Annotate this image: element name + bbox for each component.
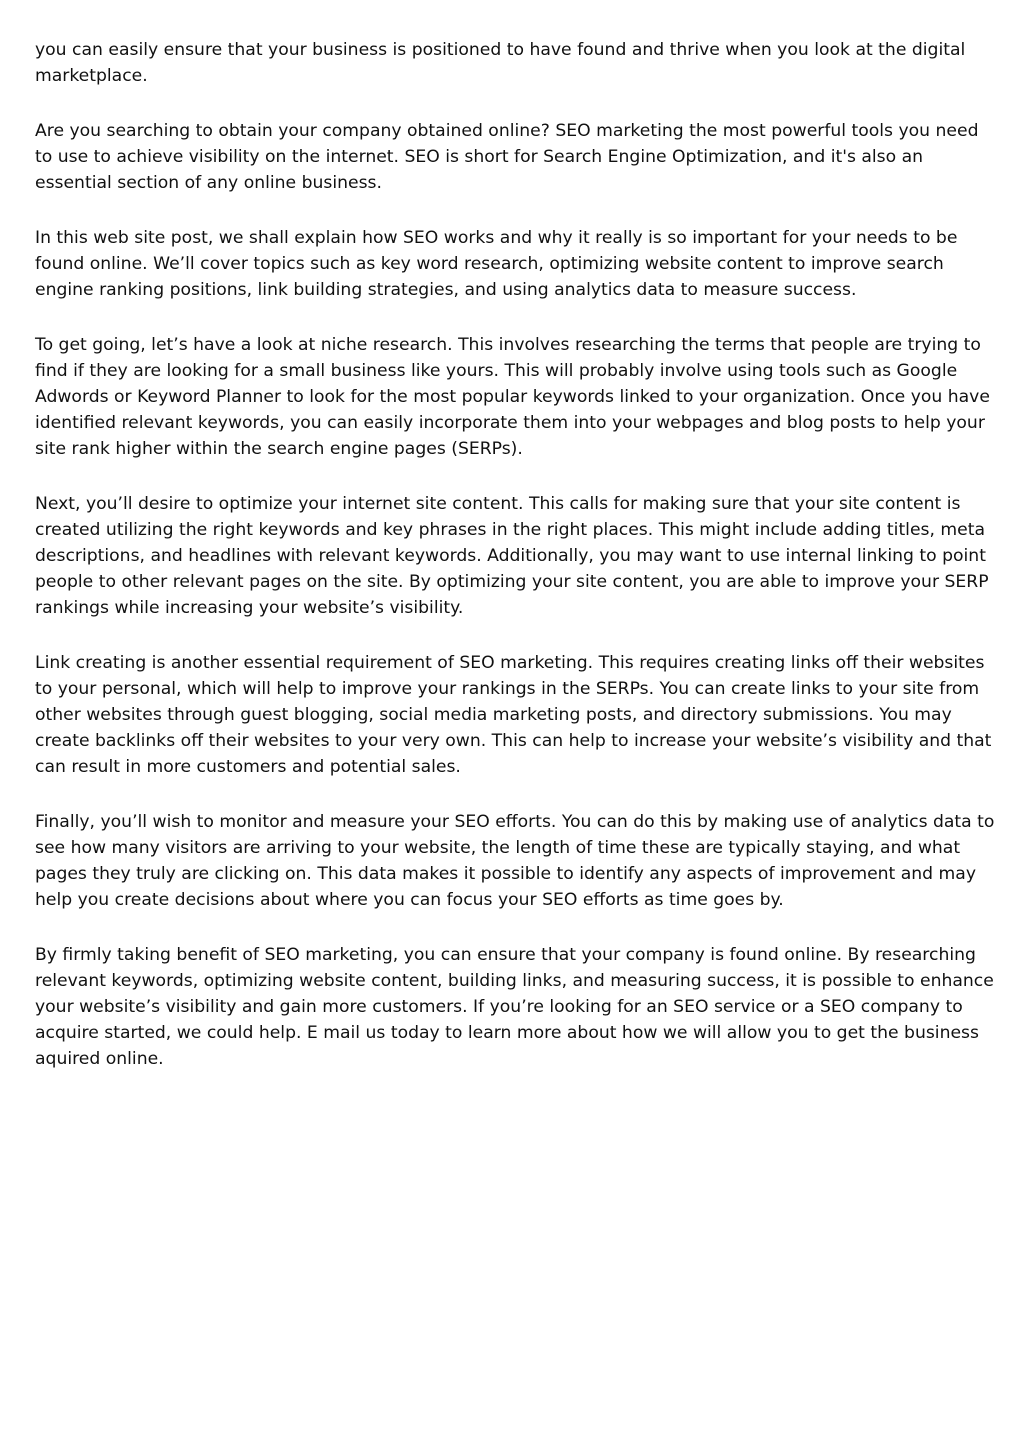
paragraph-link-building: Link creating is another essential requirement of SEO marketing. This requires creating links off their websites to your personal, which will help to improve your rankings in the SERPs. You can create links to your site from other websites through guest blogging, social media marketing posts, and directory submissions. You may create backlinks off their websites to your very own. This can help to increase your website’s visibility and that can result in more customers and potential sales. [35, 653, 992, 777]
paragraph-content-optimization: Next, you’ll desire to optimize your internet site content. This calls for making sure that your site content is created utilizing the right keywords and key phrases in the right places. This might include adding titles, meta descriptions, and headlines with relevant keywords. Additionally, you may want to use internal linking to point people to other relevant pages on the site. By optimizing your site content, you are able to improve your SERP rankings while increasing your website’s visibility. [35, 494, 989, 618]
paragraph-seo-overview: Are you searching to obtain your company obtained online? SEO marketing the most powerful tools you need to use to achieve visibility on the internet. SEO is short for Search Engine Optimization, and it's also an essential section of any online business. [35, 121, 979, 193]
paragraph-analytics: Finally, you’ll wish to monitor and measure your SEO efforts. You can do this by making use of analytics data to see how many visitors are arriving to your website, the length of time these are typically staying, and what pages they truly are clicking on. This data makes it possible to identify any aspects of improvement and may help you create decisions about where you can focus your SEO efforts as time goes by. [35, 812, 995, 910]
paragraph-intro-continuation: you can easily ensure that your business is positioned to have found and thrive when you look at the digital marketplace. [35, 40, 966, 86]
paragraph-post-summary: In this web site post, we shall explain how SEO works and why it really is so important for your needs to be found online. We’ll cover topics such as key word research, optimizing website content to improve search engine ranking positions, link building strategies, and using analytics data to measure success. [35, 228, 958, 300]
document-page [35, 37, 995, 1101]
paragraph-conclusion: By firmly taking benefit of SEO marketing, you can ensure that your company is found online. By researching relevant keywords, optimizing website content, building links, and measuring success, it is possible to enhance your website’s visibility and gain more customers. If you’re looking for an SEO service or a SEO company to acquire started, we could help. E mail us today to learn more about how we will allow you to get the business aquired online. [35, 945, 994, 1069]
paragraph-keyword-research: To get going, let’s have a look at niche research. This involves researching the terms that people are trying to find if they are looking for a small business like yours. This will probably involve using tools such as Google Adwords or Keyword Planner to look for the most popular keywords linked to your organization. Once you have identified relevant keywords, you can easily incorporate them into your webpages and blog posts to help your site rank higher within the search engine pages (SERPs). [35, 335, 990, 459]
